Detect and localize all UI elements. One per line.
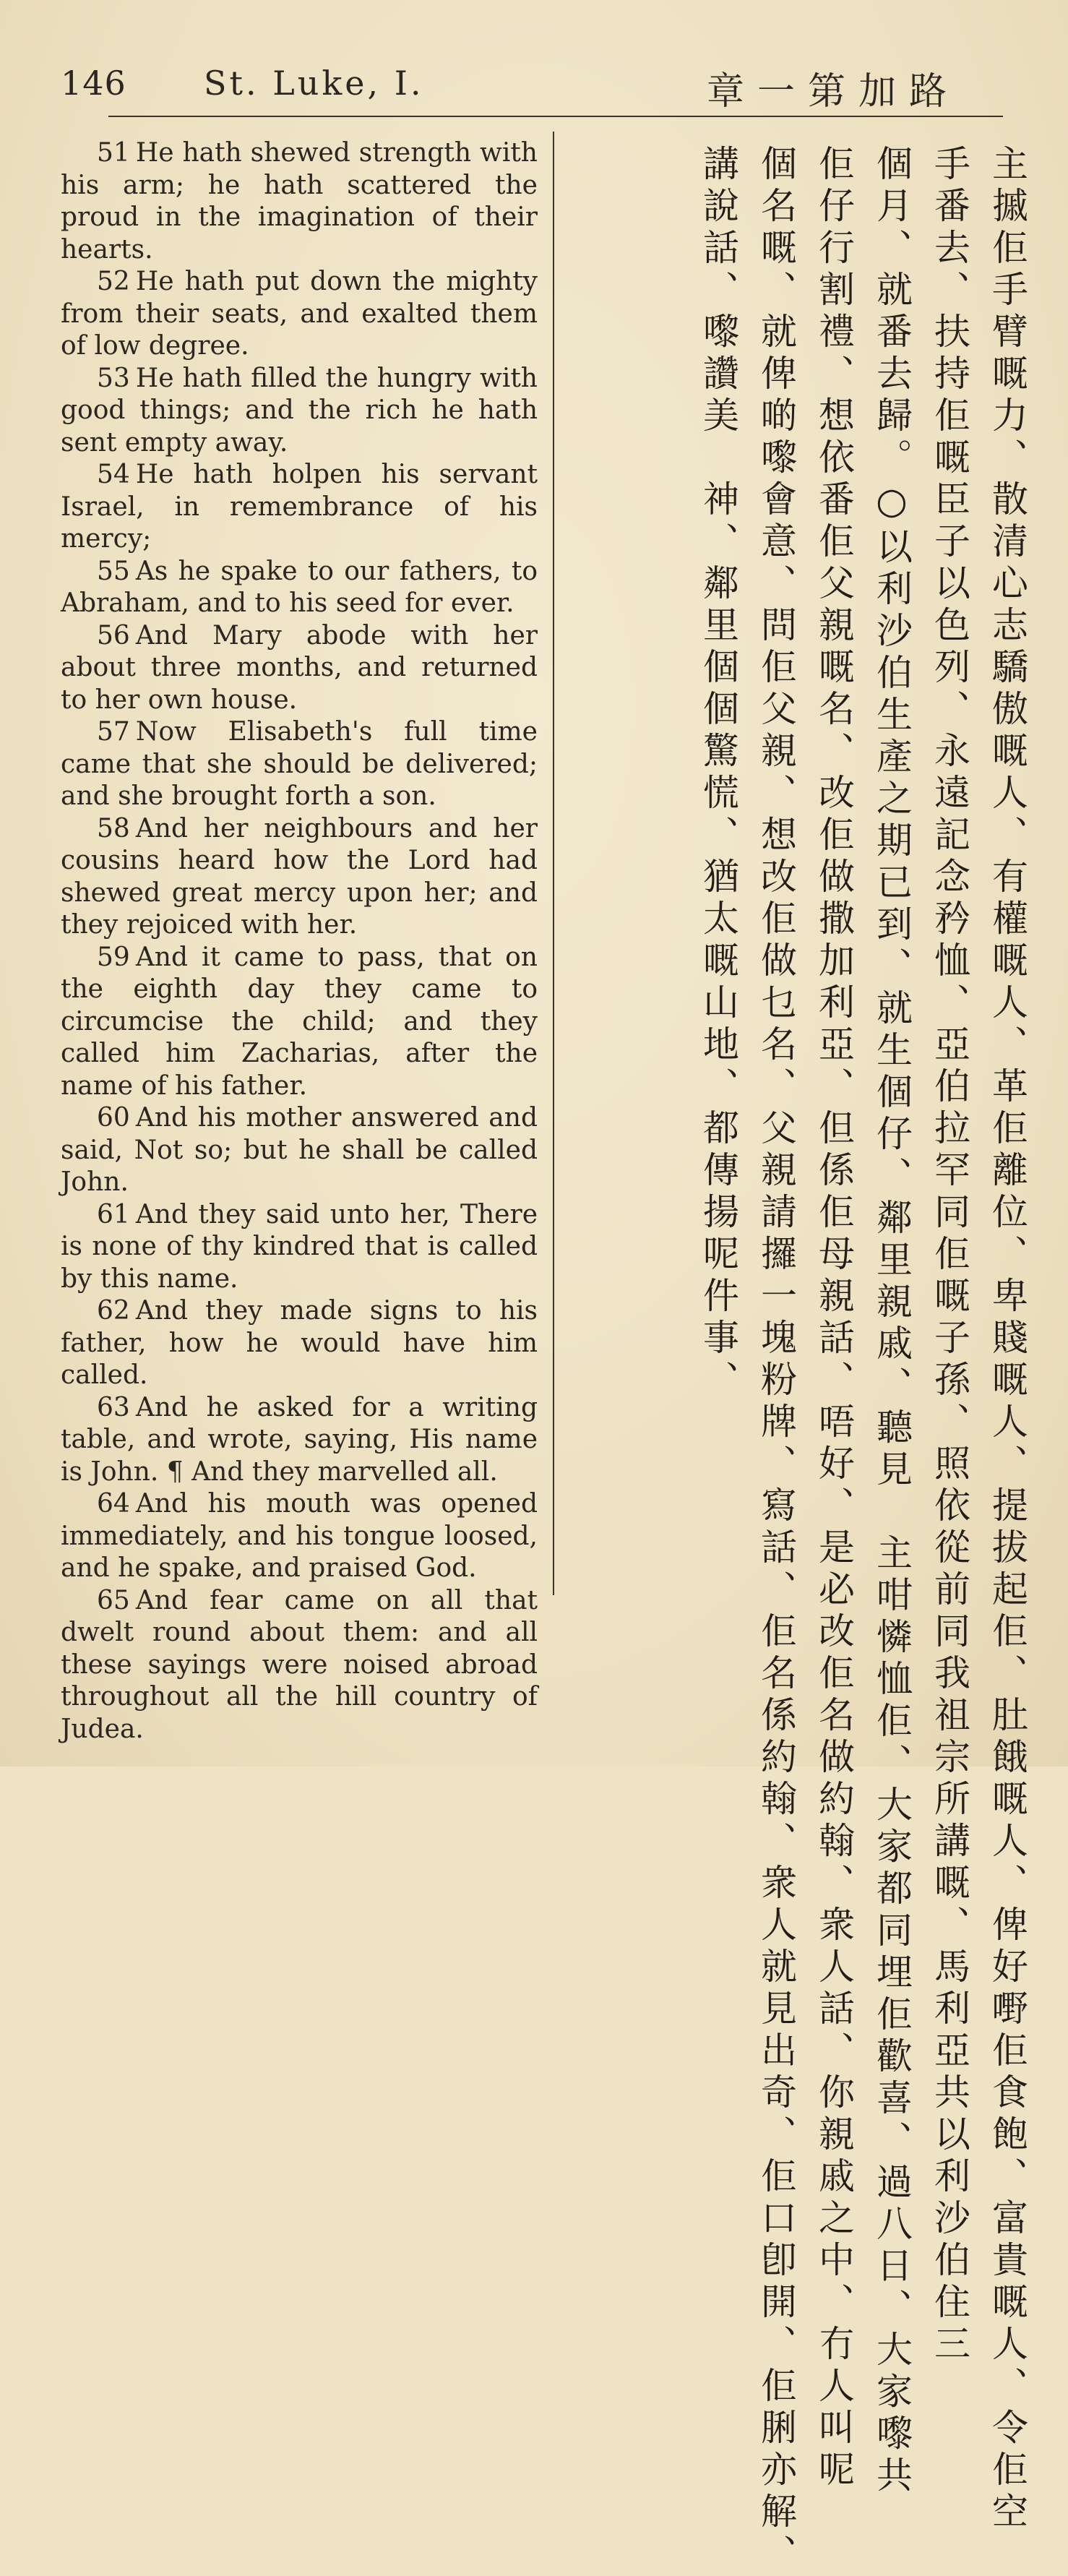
chinese-text-line: 講說話、嚟讚美 神、鄰里個個驚慌、猶太嘅山地、都傳揚呢件事、 [697,145,739,1402]
chinese-text-line: 手番去、扶持佢嘅臣子以色列、永遠記念矜恤、亞伯拉罕同佢嘅子孫、照依從前同我祖宗所講嘅、馬利亞共以利沙伯住三 [929,145,970,2366]
verse-number: 64 [97,1489,130,1519]
verse [61,1585,538,1746]
verse-text: He hath put down the mighty from their seats, and exalted them of low degree. [61,267,538,361]
verse [61,942,538,1103]
verse-number: 58 [97,813,130,843]
verse-text: And fear came on all that dwelt round about them: and all these sayings were noised abroad throughout all the hill country of Judea. [61,1585,538,1744]
verse-text: And he asked for a writing table, and wrote, saying, His name is John. ¶ And they marvelled all. [61,1392,538,1487]
verse [61,1295,538,1392]
verse [61,137,538,266]
verse-number: 60 [97,1103,130,1133]
verse [61,1102,538,1199]
running-title-chinese: 章一第加路 [706,70,960,113]
english-column [61,137,538,1746]
verse-number: 62 [97,1296,130,1326]
chinese-column [689,145,1036,2576]
chinese-text-line: 主摵佢手臂嘅力、散清心志驕傲嘅人、有權嘅人、革佢離位、卑賤嘅人、提拔起佢、肚餓嘅人、俾好嘢佢食飽、富貴嘅人、令佢空 [986,145,1028,2534]
verse [61,620,538,717]
verse-text: And they made signs to his father, how he would have him called. [61,1296,538,1390]
verse-number: 56 [97,620,130,651]
verse [61,1392,538,1489]
verse [61,363,538,460]
verse-text: He hath filled the hungry with good things; and the rich he hath sent empty away. [61,363,538,458]
verse-number: 61 [97,1199,130,1229]
verse [61,556,538,620]
verse-text: He hath shewed strength with his arm; he hath scattered the proud in the imagination of their hearts. [61,138,538,265]
running-title: St. Luke, I. [204,64,424,103]
verse-text: And his mouth was opened immediately, and his tongue loosed, and he spake, and praised God. [61,1489,538,1583]
verse-text: Now Elisabeth's full time came that she should be delivered; and she brought forth a son. [61,717,538,811]
verse-number: 65 [97,1585,130,1615]
verse-text: As he spake to our fathers, to Abraham, and to his seed for ever. [61,556,538,618]
verse-text: And his mother answered and said, Not so; but he shall be called John. [61,1103,538,1197]
chinese-text-line: 個月、就番去歸。○以利沙伯生產之期已到、就生個仔、鄰里親戚、聽見 主咁憐恤佢、大家都同埋佢歡喜、過八日、大家嚟共 [871,145,913,2498]
page-header [0,64,1068,113]
verse-text: And her neighbours and her cousins heard how the Lord had shewed great mercy upon her; and they rejoiced with her. [61,813,538,940]
verse [61,813,538,942]
verse-text: And they said unto her, There is none of thy kindred that is called by this name. [61,1199,538,1294]
chinese-text-line: 佢仔行割禮、想依番佢父親嘅名、改佢做撒加利亞、但係佢母親話、唔好、是必改佢名做約翰、衆人話、你親戚之中、冇人叫呢 [813,145,855,2492]
verse [61,266,538,363]
verse-text: He hath holpen his servant Israel, in remembrance of his mercy; [61,460,538,554]
verse-text: And Mary abode with her about three months, and returned to her own house. [61,620,538,715]
column-divider [553,132,554,1595]
verse [61,459,538,556]
header-rule [108,116,1003,117]
verse [61,1488,538,1585]
chinese-text-line: 個名嘅、就俾啲嚟會意、問佢父親、想改佢做乜名、父親請攞一塊粉牌、寫話、佢名係約翰、衆人就見出奇、佢口卽開、佢脷亦解、 [755,145,797,2576]
verse-number: 59 [97,942,130,972]
verse-number: 51 [97,138,130,168]
page-number: 146 [61,64,126,103]
verse-number: 55 [97,556,130,586]
verse-number: 53 [97,363,130,393]
verse-text: And it came to pass, that on the eighth day they came to circumcise the child; and they called him Zacharias, after the name of his father. [61,942,538,1101]
verse-number: 57 [97,717,130,747]
verse-number: 63 [97,1392,130,1422]
verse [61,716,538,813]
verse-number: 54 [97,460,130,489]
verse-number: 52 [97,267,130,296]
verse [61,1199,538,1296]
